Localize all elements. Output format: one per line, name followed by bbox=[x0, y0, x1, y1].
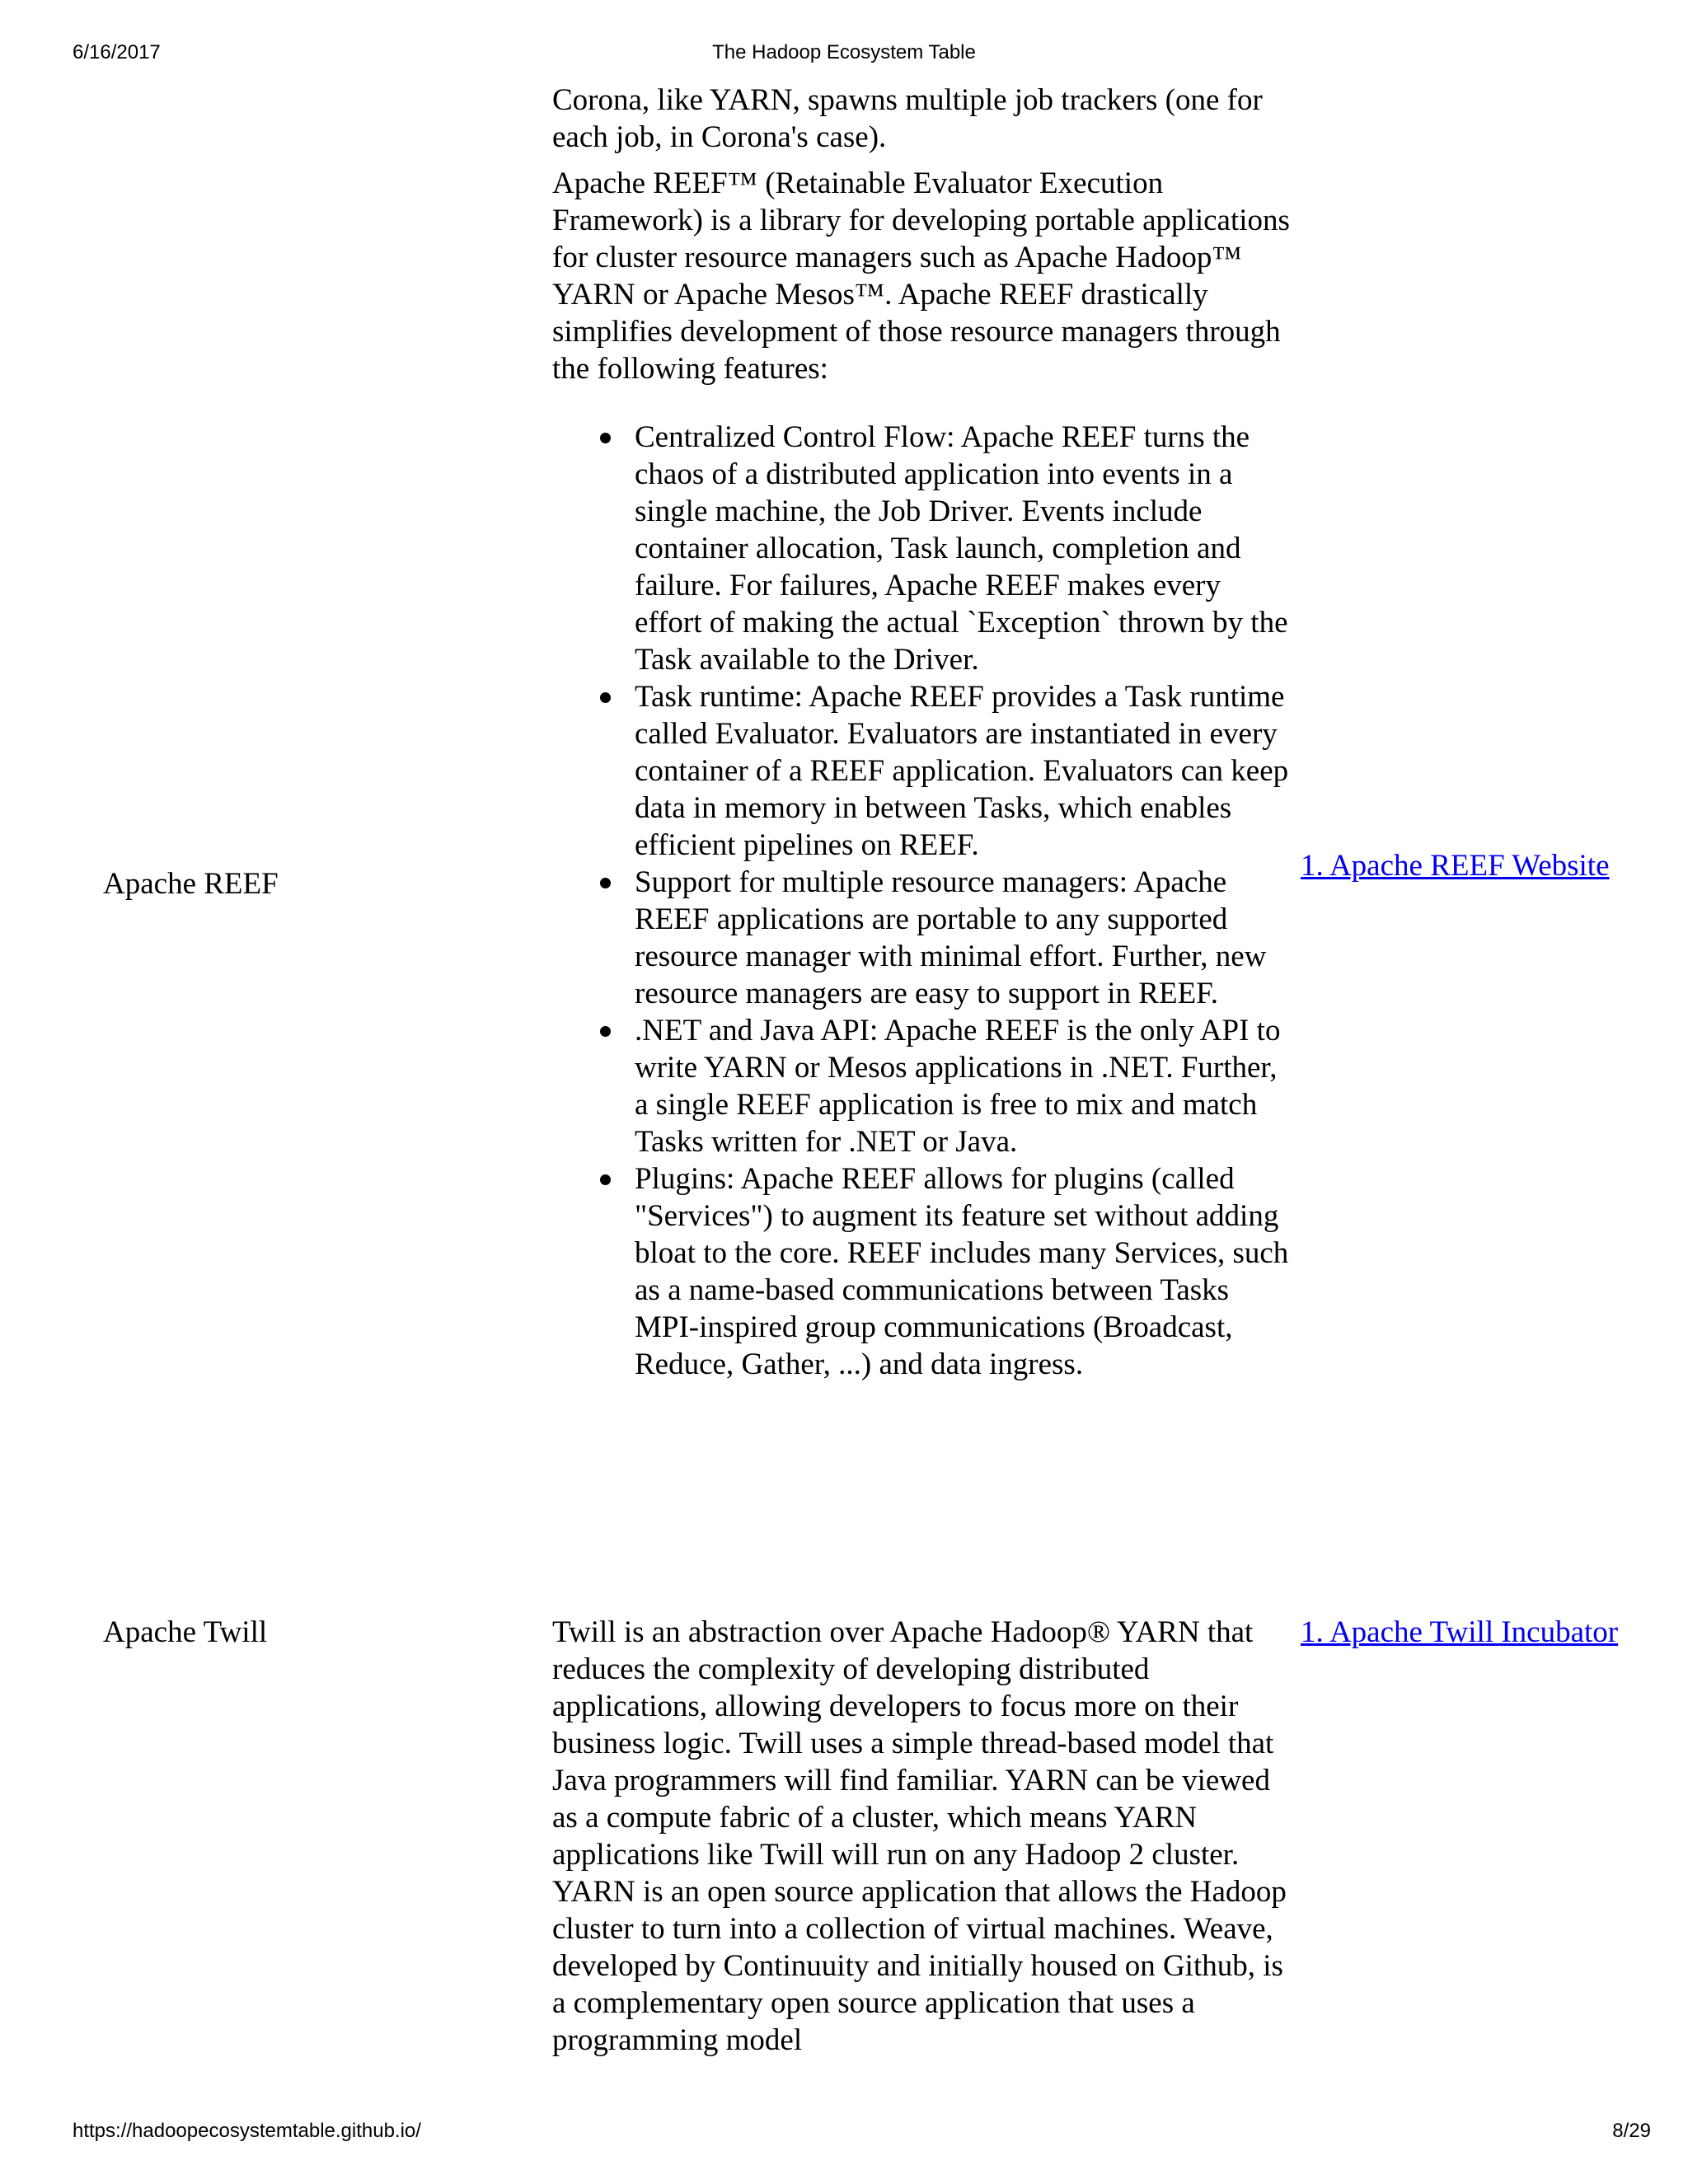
list-item: Support for multiple resource managers: Apache REEF applications are portable to any supported resource manager with minimal effort. Further, new resource managers are easy to support in REEF. bbox=[552, 864, 1294, 1012]
reef-name: Apache REEF bbox=[103, 867, 279, 901]
reef-feature-list bbox=[552, 419, 1294, 1383]
bullet-icon bbox=[600, 692, 611, 703]
page-url: https://hadoopecosystemtable.github.io/ bbox=[73, 2120, 421, 2142]
twill-description bbox=[552, 1614, 1294, 2059]
reef-description bbox=[552, 165, 1294, 1383]
bullet-icon bbox=[600, 1174, 611, 1185]
page-number: 8/29 bbox=[1612, 2120, 1651, 2142]
print-date: 6/16/2017 bbox=[73, 41, 161, 63]
twill-link-cell bbox=[1301, 1614, 1663, 1651]
bullet-icon bbox=[600, 433, 611, 443]
list-item: Plugins: Apache REEF allows for plugins (called "Services") to augment its feature set without adding bloat to the core. REEF includes many Services, such as a name-based communications between Tasks MPI-inspired group communications (Broadcast, Reduce, Gather, ...) and data ingress. bbox=[552, 1160, 1294, 1383]
twill-name: Apache Twill bbox=[103, 1615, 268, 1649]
twill-incubator-link[interactable]: 1. Apache Twill Incubator bbox=[1301, 1615, 1619, 1649]
reef-website-link[interactable]: 1. Apache REEF Website bbox=[1301, 849, 1610, 883]
bullet-icon bbox=[600, 878, 611, 888]
twill-paragraph-2: YARN is an open source application that allows the Hadoop cluster to turn into a collection of virtual machines. Weave, developed by Continuuity and initially housed on Github, is a complementary open source application that uses a programming model bbox=[552, 1875, 1287, 2057]
reef-link-cell bbox=[1301, 847, 1663, 884]
list-item: .NET and Java API: Apache REEF is the only API to write YARN or Mesos applications in .NET. Further, a single REEF application is free to mix and match Tasks written for .NET or Java. bbox=[552, 1012, 1294, 1160]
print-title: The Hadoop Ecosystem Table bbox=[712, 41, 976, 63]
list-item: Task runtime: Apache REEF provides a Task runtime called Evaluator. Evaluators are instantiated in every container of a REEF application. Evaluators can keep data in memory in between Tasks, which enables efficient pipelines on REEF. bbox=[552, 678, 1294, 864]
twill-paragraph-1: Twill is an abstraction over Apache Hadoop® YARN that reduces the complexity of developing distributed applications, allowing developers to focus more on their business logic. Twill uses a simple thread-based model that Java programmers will find familiar. YARN can be viewed as a compute fabric of a cluster, which means YARN applications like Twill will run on any Hadoop 2 cluster. bbox=[552, 1615, 1274, 1872]
list-item: Centralized Control Flow: Apache REEF turns the chaos of a distributed application into events in a single machine, the Job Driver. Events include container allocation, Task launch, completion and failure. For failures, Apache REEF makes every effort of making the actual `Exception` thrown by the Task available to the Driver. bbox=[552, 419, 1294, 678]
reef-intro: Apache REEF™ (Retainable Evaluator Execution Framework) is a library for developing portable applications for cluster resource managers such as Apache Hadoop™ YARN or Apache Mesos™. Apache REEF drastically simplifies development of those resource managers through the following features: bbox=[552, 166, 1290, 386]
corona-description bbox=[552, 82, 1294, 156]
bullet-icon bbox=[600, 1026, 611, 1037]
corona-continuation: Corona, like YARN, spawns multiple job trackers (one for each job, in Corona's case). bbox=[552, 83, 1263, 154]
